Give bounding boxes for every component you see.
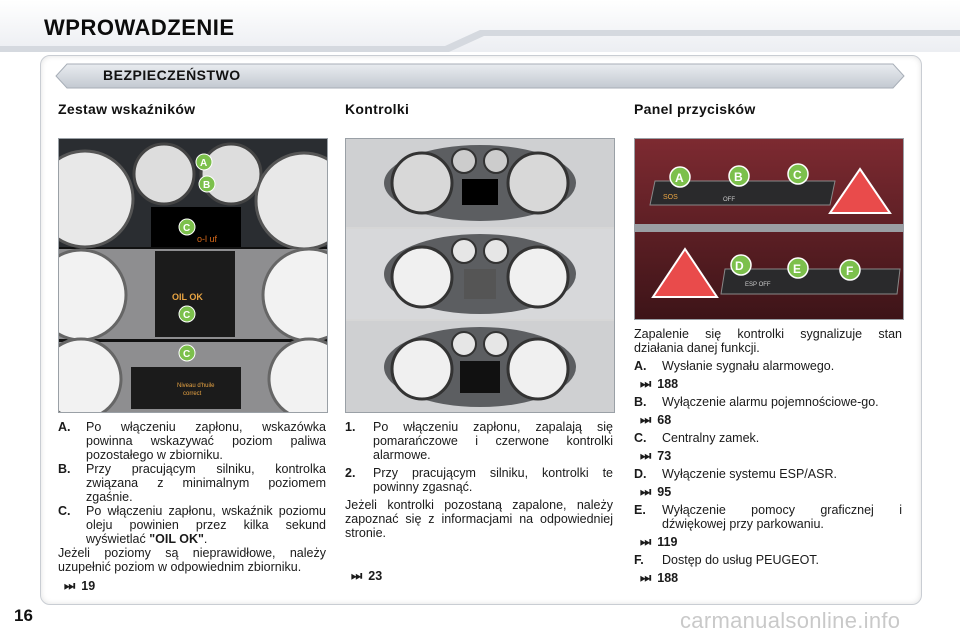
page-number: 16 (14, 606, 33, 625)
page-ref[interactable]: ⏭ 23 (351, 569, 383, 583)
svg-text:D: D (735, 259, 744, 273)
svg-text:E: E (793, 262, 802, 276)
cluster-1 (384, 145, 576, 221)
page-ref[interactable]: ⏭ 188 (640, 377, 679, 391)
col2-note: Jeżeli kontrolki pozostaną zapalone, należy zapoznać się z informacjami na odpowiedniej stronie. (345, 498, 613, 540)
col3-heading: Panel przycisków (634, 101, 756, 117)
list-item: B. Przy pracującym silniku, kontrolka związana z minimalnym poziomem zgaśnie. (58, 462, 326, 504)
svg-text:B: B (734, 170, 743, 184)
col3-intro: Zapalenie się kontrolki sygnalizuje stan działania danej funkcji. (634, 327, 902, 355)
page-ref[interactable]: ⏭ 119 (640, 535, 678, 549)
list-item: E. Wyłączenie pomocy graficznej i dźwiękowej przy parkowaniu. (634, 503, 902, 531)
list-item: C. Centralny zamek. (634, 431, 760, 445)
col1-heading: Zestaw wskaźników (58, 101, 196, 117)
section-title: BEZPIECZEŃSTWO (103, 67, 241, 83)
watermark: carmanualsonline.info (680, 608, 901, 633)
arrow-icon: ⏭ (640, 377, 652, 391)
list-item: B. Wyłączenie alarmu pojemnościowe-go. (634, 395, 879, 409)
page-title: WPROWADZENIE (44, 15, 235, 40)
button-panel-photo (634, 138, 904, 320)
sos-label: SOS (663, 194, 678, 201)
svg-text:F: F (846, 264, 854, 278)
arrow-icon: ⏭ (640, 413, 652, 427)
col1-text (58, 420, 326, 593)
col1-note: Jeżeli poziomy są nieprawidłowe, należy uzupełnić poziom w odpowiednim zbiorniku. (58, 546, 326, 574)
list-item: C. Po włączeniu zapłonu, wskaźnik poziomu oleju powinien przez kilka sekund wyświetlać "OIL OK". (58, 504, 326, 546)
arrow-icon: ⏭ (64, 579, 76, 593)
col2-text (345, 420, 613, 583)
page-ref[interactable]: ⏭ 95 (640, 485, 672, 499)
svg-text:correct: correct (183, 391, 202, 397)
arrow-icon: ⏭ (640, 535, 652, 549)
callout-c3: C (183, 349, 191, 360)
cluster-2 (384, 234, 576, 314)
arrow-icon: ⏭ (640, 571, 652, 585)
list-item: F. Dostęp do usług PEUGEOT. (634, 553, 820, 567)
callout-a: A (200, 158, 208, 169)
page-ref[interactable]: ⏭ 68 (640, 413, 672, 427)
cluster-3 (384, 327, 576, 407)
list-item: A. Wysłanie sygnału alarmowego. (634, 359, 835, 373)
oil-warning-display: Niveau d'huile (177, 383, 215, 389)
col2-heading: Kontrolki (345, 101, 410, 117)
callout-c2: C (183, 310, 191, 321)
oil-ok-display: OIL OK (172, 292, 203, 302)
page-ref[interactable]: ⏭ 188 (640, 571, 679, 585)
col3-text (634, 327, 902, 585)
list-item: A. Po włączeniu zapłonu, wskazówka powinna wskazywać poziom paliwa pozostałego w zbiorniku. (58, 420, 326, 462)
arrow-icon: ⏭ (640, 485, 652, 499)
warning-lights-photo (345, 138, 615, 413)
off-label: OFF (723, 197, 735, 203)
esp-off-label: ESP OFF (745, 282, 771, 288)
svg-text:C: C (793, 168, 802, 182)
svg-text:A: A (675, 171, 684, 185)
list-item: 1. Po włączeniu zapłonu, zapalają się pomarańczowe i czerwone kontrolki alarmowe. (345, 420, 613, 462)
page-ref[interactable]: ⏭ 19 (64, 579, 96, 593)
arrow-icon: ⏭ (640, 449, 652, 463)
list-item: D. Wyłączenie systemu ESP/ASR. (634, 467, 837, 481)
callout-b: B (203, 180, 211, 191)
arrow-icon: ⏭ (351, 569, 363, 583)
oil-level-display: o-l uf (197, 234, 218, 244)
callout-c1: C (183, 223, 191, 234)
page-ref[interactable]: ⏭ 73 (640, 449, 672, 463)
instrument-cluster-photo (58, 138, 328, 413)
list-item: 2. Przy pracującym silniku, kontrolki te powinny zgasnąć. (345, 466, 613, 494)
